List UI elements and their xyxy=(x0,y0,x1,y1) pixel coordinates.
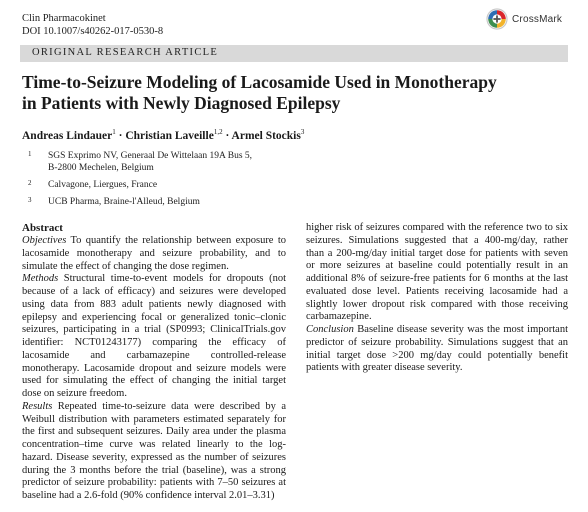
author-separator: · xyxy=(225,129,230,142)
objectives-label: Objectives xyxy=(22,235,67,246)
author-affiliation-sup: 1,2 xyxy=(213,128,223,136)
affiliation-line: B-2800 Mechelen, Belgium xyxy=(48,163,154,173)
affiliation-number: 1 xyxy=(28,150,32,158)
conclusion-text: Baseline disease severity was the most important predictor of seizure probability. Simulations suggest that an initial target dose >200 mg/day could potentially benefit patients with greater disease severity. xyxy=(306,324,568,374)
results-paragraph xyxy=(22,401,286,503)
crossmark-badge[interactable] xyxy=(486,8,562,30)
author-separator: · xyxy=(118,129,123,142)
objectives-paragraph xyxy=(22,235,286,273)
affiliation-number: 3 xyxy=(28,196,32,204)
results-text: Repeated time-to-seizure data were described by a Weibull distribution with parameters estimated separately for the first and subsequent seizures. Daily area under the plasma concentration–time curve was related linearly to the log-hazard. Disease severity, expressed as the number of seizures during the 3 months before the trial (baseline), was a strong predictor of seizure probability: patients with 7–50 seizures at baseline had a 2.6-fold (90% confidence interval 2.01–3.31) xyxy=(22,400,286,501)
affiliation-line: SGS Exprimo NV, Generaal De Wittelaan 19A Bus 5, xyxy=(48,151,253,161)
crossmark-icon xyxy=(486,8,508,30)
journal-info xyxy=(22,12,163,38)
author-name[interactable]: Armel Stockis xyxy=(231,129,301,142)
title-line-2: in Patients with Newly Diagnosed Epilepsy xyxy=(22,93,341,113)
affiliation-line: Calvagone, Liergues, France xyxy=(48,180,158,190)
author-name[interactable]: Christian Laveille xyxy=(125,129,214,142)
author-list xyxy=(22,128,304,142)
doi-link[interactable]: DOI 10.1007/s40262-017-0530-8 xyxy=(22,26,164,37)
results-continuation-paragraph: higher risk of seizures compared with the reference two to six seizures. Simulations suggested that a 400-mg/day, rather than a 200-mg/day initial target dose for patients with seven or more seizures at baseline could potentially result in an additional 8% of seizure-free patients for 6 months at the last evaluated dose level. Patients receiving lacosamide had a slightly lower dropout risk compared with those receiving carbamazepine. xyxy=(306,222,568,323)
abstract-right-column xyxy=(306,222,568,375)
conclusion-label: Conclusion xyxy=(306,324,354,335)
author-affiliation-sup: 3 xyxy=(300,128,305,136)
journal-name: Clin Pharmacokinet xyxy=(22,13,106,24)
objectives-text: To quantify the relationship between exposure to lacosamide monotherapy and seizure probability, and to simulate the effect of changing the dose regimen. xyxy=(22,235,286,272)
crossmark-label: CrossMark xyxy=(512,13,563,25)
results-label: Results xyxy=(22,400,53,412)
article-title xyxy=(22,72,562,114)
abstract-left-column xyxy=(22,222,286,503)
methods-label: Methods xyxy=(22,273,59,285)
author-name[interactable]: Andreas Lindauer xyxy=(22,129,113,142)
article-type-banner xyxy=(20,45,568,62)
title-line-1: Time-to-Seizure Modeling of Lacosamide Used in Monotherapy xyxy=(22,72,497,92)
methods-text: Structural time-to-event models for dropouts (not because of a lack of efficacy) and seizures were developed using data from 883 adult patients newly diagnosed with epilepsy and experiencing focal or generalized tonic–clonic seizures, participating in a trial (SP0993; ClinicalTrials.gov identifier: NCT01243177) comparing the efficacy of lacosamide and carbamazepine controlled-release monotherapy. Lacosamide dropout and seizure models were used for simulating the effect of changing the initial target dose on seizure freedom. xyxy=(22,273,286,399)
affiliation-number: 2 xyxy=(28,179,32,187)
conclusion-paragraph xyxy=(306,324,568,375)
author-affiliation-sup: 1 xyxy=(112,128,116,136)
abstract-heading: Abstract xyxy=(22,222,63,234)
methods-paragraph xyxy=(22,273,286,401)
article-type-label: ORIGINAL RESEARCH ARTICLE xyxy=(32,47,219,58)
affiliation-line: UCB Pharma, Braine-l'Alleud, Belgium xyxy=(48,197,200,207)
